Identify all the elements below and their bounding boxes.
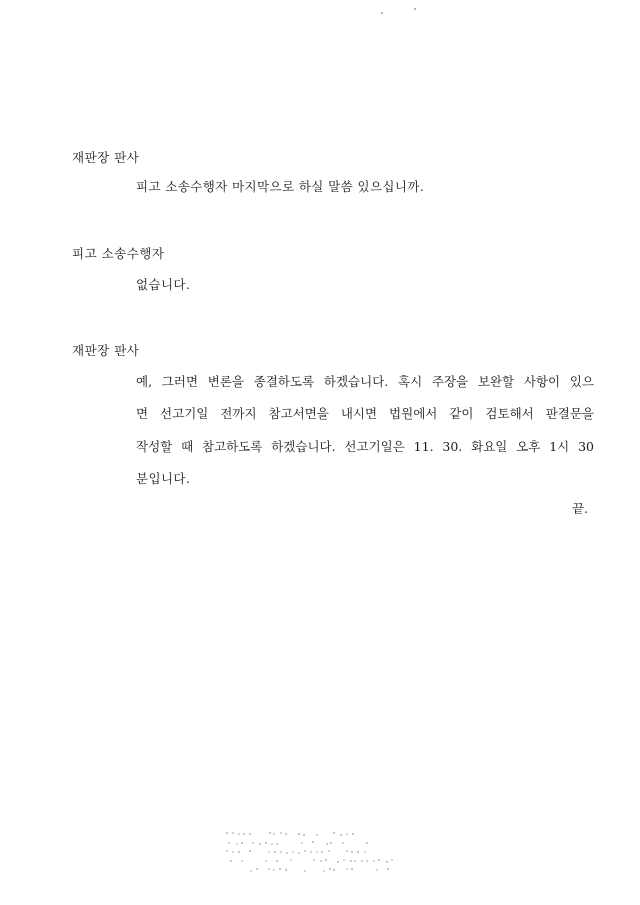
scan-dot-pattern bbox=[225, 832, 395, 882]
scan-dot bbox=[276, 843, 278, 845]
scan-dot bbox=[265, 842, 267, 844]
speaker-judge-1: 재판장 판사 bbox=[72, 150, 140, 165]
scan-dot bbox=[273, 869, 275, 871]
scan-dot bbox=[351, 851, 353, 853]
scan-dot bbox=[252, 842, 254, 844]
scan-dot bbox=[352, 833, 354, 835]
scan-speck bbox=[381, 12, 383, 14]
scan-dot bbox=[249, 850, 251, 852]
utterance-judge-2-line-4: 분입니다. bbox=[136, 471, 191, 486]
scan-dot bbox=[386, 861, 388, 863]
scan-dot bbox=[259, 843, 261, 845]
scan-dot bbox=[340, 834, 342, 836]
scan-dot bbox=[323, 870, 325, 872]
scan-dot bbox=[304, 850, 306, 852]
scan-dot bbox=[279, 868, 281, 870]
scan-dot bbox=[366, 842, 368, 844]
scan-dot bbox=[333, 832, 335, 834]
scan-dot bbox=[271, 843, 273, 845]
scan-dot bbox=[346, 850, 348, 852]
scan-dot bbox=[276, 860, 278, 862]
scan-dot bbox=[228, 842, 230, 844]
utterance-judge-2-line-1: 예, 그러면 변론을 종결하도록 하겠습니다. 혹시 주장을 보완할 사항이 있으 bbox=[136, 374, 594, 389]
scan-dot bbox=[321, 851, 323, 853]
scan-dot bbox=[342, 842, 344, 844]
scan-dot bbox=[378, 859, 380, 861]
scan-dot bbox=[238, 833, 240, 835]
scan-dot bbox=[286, 852, 288, 854]
scan-dot bbox=[268, 868, 270, 870]
scan-dot bbox=[230, 860, 232, 862]
scan-dot bbox=[269, 832, 271, 834]
scan-dot bbox=[304, 870, 306, 872]
scan-dot bbox=[333, 869, 335, 871]
scan-dot bbox=[232, 832, 234, 834]
scan-dot bbox=[285, 833, 287, 835]
scan-dot bbox=[366, 860, 368, 862]
scan-dot bbox=[351, 868, 353, 870]
scan-dot bbox=[325, 859, 327, 861]
scan-dot bbox=[343, 859, 345, 861]
scan-speck bbox=[414, 8, 416, 10]
utterance-defendant: 없습니다. bbox=[136, 277, 191, 292]
scan-dot bbox=[274, 851, 276, 853]
scan-dot bbox=[285, 869, 287, 871]
scan-dot bbox=[298, 833, 300, 835]
utterance-judge-1: 피고 소송수행자 마지막으로 하실 말씀 있으십니까. bbox=[136, 179, 425, 194]
scan-dot bbox=[232, 851, 234, 853]
scan-dot bbox=[280, 832, 282, 834]
scan-dot bbox=[328, 850, 330, 852]
scan-dot bbox=[337, 861, 339, 863]
scan-dot bbox=[298, 852, 300, 854]
scan-dot bbox=[236, 843, 238, 845]
scan-dot bbox=[303, 834, 305, 836]
scan-dot bbox=[273, 833, 275, 835]
scan-dot bbox=[249, 833, 251, 835]
scan-dot bbox=[391, 859, 393, 861]
scan-dot bbox=[326, 843, 328, 845]
scan-dot bbox=[290, 859, 292, 861]
scan-dot bbox=[387, 868, 389, 870]
utterance-judge-2-line-2: 면 선고기일 전까지 참고서면을 내시면 법원에서 같이 검토해서 판결문을 bbox=[136, 406, 594, 421]
scan-dot bbox=[316, 851, 318, 853]
scan-dot bbox=[313, 859, 315, 861]
scan-dot bbox=[265, 860, 267, 862]
scan-dot bbox=[241, 842, 243, 844]
scan-dot bbox=[361, 860, 363, 862]
scan-dot bbox=[256, 868, 258, 870]
scan-dot bbox=[301, 842, 303, 844]
scan-dot bbox=[354, 860, 356, 862]
scan-dot bbox=[329, 868, 331, 870]
scan-dot bbox=[226, 832, 228, 834]
scan-dot bbox=[243, 833, 245, 835]
scan-dot bbox=[346, 833, 348, 835]
scan-dot bbox=[280, 851, 282, 853]
scan-dot bbox=[357, 851, 359, 853]
scan-dot bbox=[364, 851, 366, 853]
scan-dot bbox=[268, 851, 270, 853]
scan-dot bbox=[312, 841, 314, 843]
scan-dot bbox=[320, 860, 322, 862]
scan-dot bbox=[250, 870, 252, 872]
speaker-defendant: 피고 소송수행자 bbox=[72, 246, 165, 261]
end-mark: 끝. bbox=[571, 501, 588, 516]
scan-dot bbox=[346, 868, 348, 870]
scan-dot bbox=[373, 860, 375, 862]
scan-dot bbox=[226, 850, 228, 852]
scan-dot bbox=[376, 869, 378, 871]
scan-dot bbox=[238, 851, 240, 853]
scan-dot bbox=[310, 851, 312, 853]
speaker-judge-2: 재판장 판사 bbox=[72, 343, 140, 358]
scan-dot bbox=[241, 860, 243, 862]
scan-dot bbox=[350, 860, 352, 862]
scan-dot bbox=[292, 851, 294, 853]
scan-dot bbox=[316, 834, 318, 836]
utterance-judge-2-line-3: 작성할 때 참고하도록 하겠습니다. 선고기일은 11. 30. 화요일 오후 1시 30 bbox=[136, 439, 594, 454]
scan-dot bbox=[330, 842, 332, 844]
